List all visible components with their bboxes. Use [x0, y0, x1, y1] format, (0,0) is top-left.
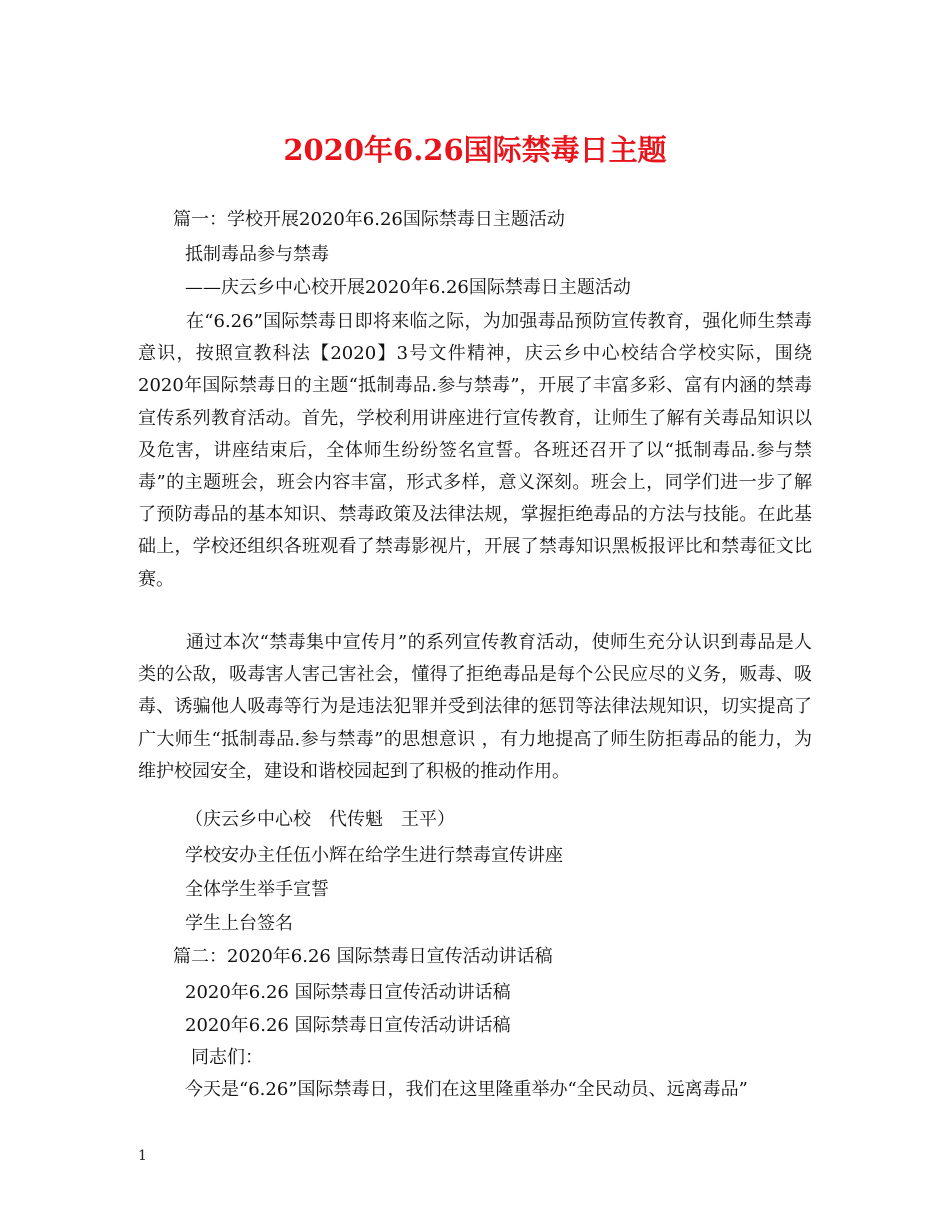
- section1-heading: 篇一：学校开展2020年6.26国际禁毒日主题活动: [173, 209, 565, 230]
- speech-title-2: 2020年6.26 国际禁毒日宣传活动讲话稿: [185, 1015, 511, 1036]
- photo-caption-1: 学校安办主任伍小辉在给学生进行禁毒宣传讲座: [185, 845, 563, 866]
- slogan-line: 抵制毒品参与禁毒: [185, 244, 329, 265]
- photo-caption-2: 全体学生举手宣誓: [185, 879, 329, 900]
- salutation: 同志们：: [191, 1047, 263, 1068]
- page-number: 1: [138, 1148, 147, 1164]
- body-paragraph-1: 在“6.26”国际禁毒日即将来临之际，为加强毒品预防宣传教育，强化师生禁毒意识，按照宣教科法【2020】3号文件精神，庆云乡中心校结合学校实际，围绕2020年国际禁毒日的主题“抵制毒品.参与禁毒”，开展了丰富多彩、富有内涵的禁毒宣传系列教育活动。首先，学校利用讲座进行宣传教育，让师生了解有关毒品知识以及危害，讲座结束后，全体师生纷纷签名宣誓。各班还召开了以“抵制毒品.参与禁毒”的主题班会，班会内容丰富，形式多样，意义深刻。班会上，同学们进一步了解了预防毒品的基本知识、禁毒政策及法律法规，掌握拒绝毒品的方法与技能。在此基础上，学校还组织各班观看了禁毒影视片，开展了禁毒知识黑板报评比和禁毒征文比赛。: [138, 311, 812, 590]
- speech-opening-line: 今天是“6.26”国际禁毒日，我们在这里隆重举办“全民动员、远离毒品”: [185, 1079, 748, 1100]
- section2-heading: 篇二：2020年6.26 国际禁毒日宣传活动讲话稿: [173, 946, 553, 967]
- document-title: 2020年6.26国际禁毒日主题: [283, 133, 667, 167]
- body-paragraph-2: 通过本次“禁毒集中宣传月”的系列宣传教育活动，使师生充分认识到毒品是人类的公敌，吸毒害人害己害社会，懂得了拒绝毒品是每个公民应尽的义务，贩毒、吸毒、诱骗他人吸毒等行为是违法犯罪并受到法律的惩罚等法律法规知识，切实提高了广大师生“抵制毒品.参与禁毒”的思想意识 ，有力地提高了师生防拒毒品的能力，为维护校园安全，建设和谐校园起到了积极的推动作用。: [138, 632, 812, 782]
- speech-title-1: 2020年6.26 国际禁毒日宣传活动讲话稿: [185, 982, 511, 1003]
- subtitle-line: ——庆云乡中心校开展2020年6.26国际禁毒日主题活动: [185, 277, 631, 298]
- photo-caption-3: 学生上台签名: [185, 913, 293, 934]
- byline: （庆云乡中心校 代传魁 王平）: [185, 809, 455, 830]
